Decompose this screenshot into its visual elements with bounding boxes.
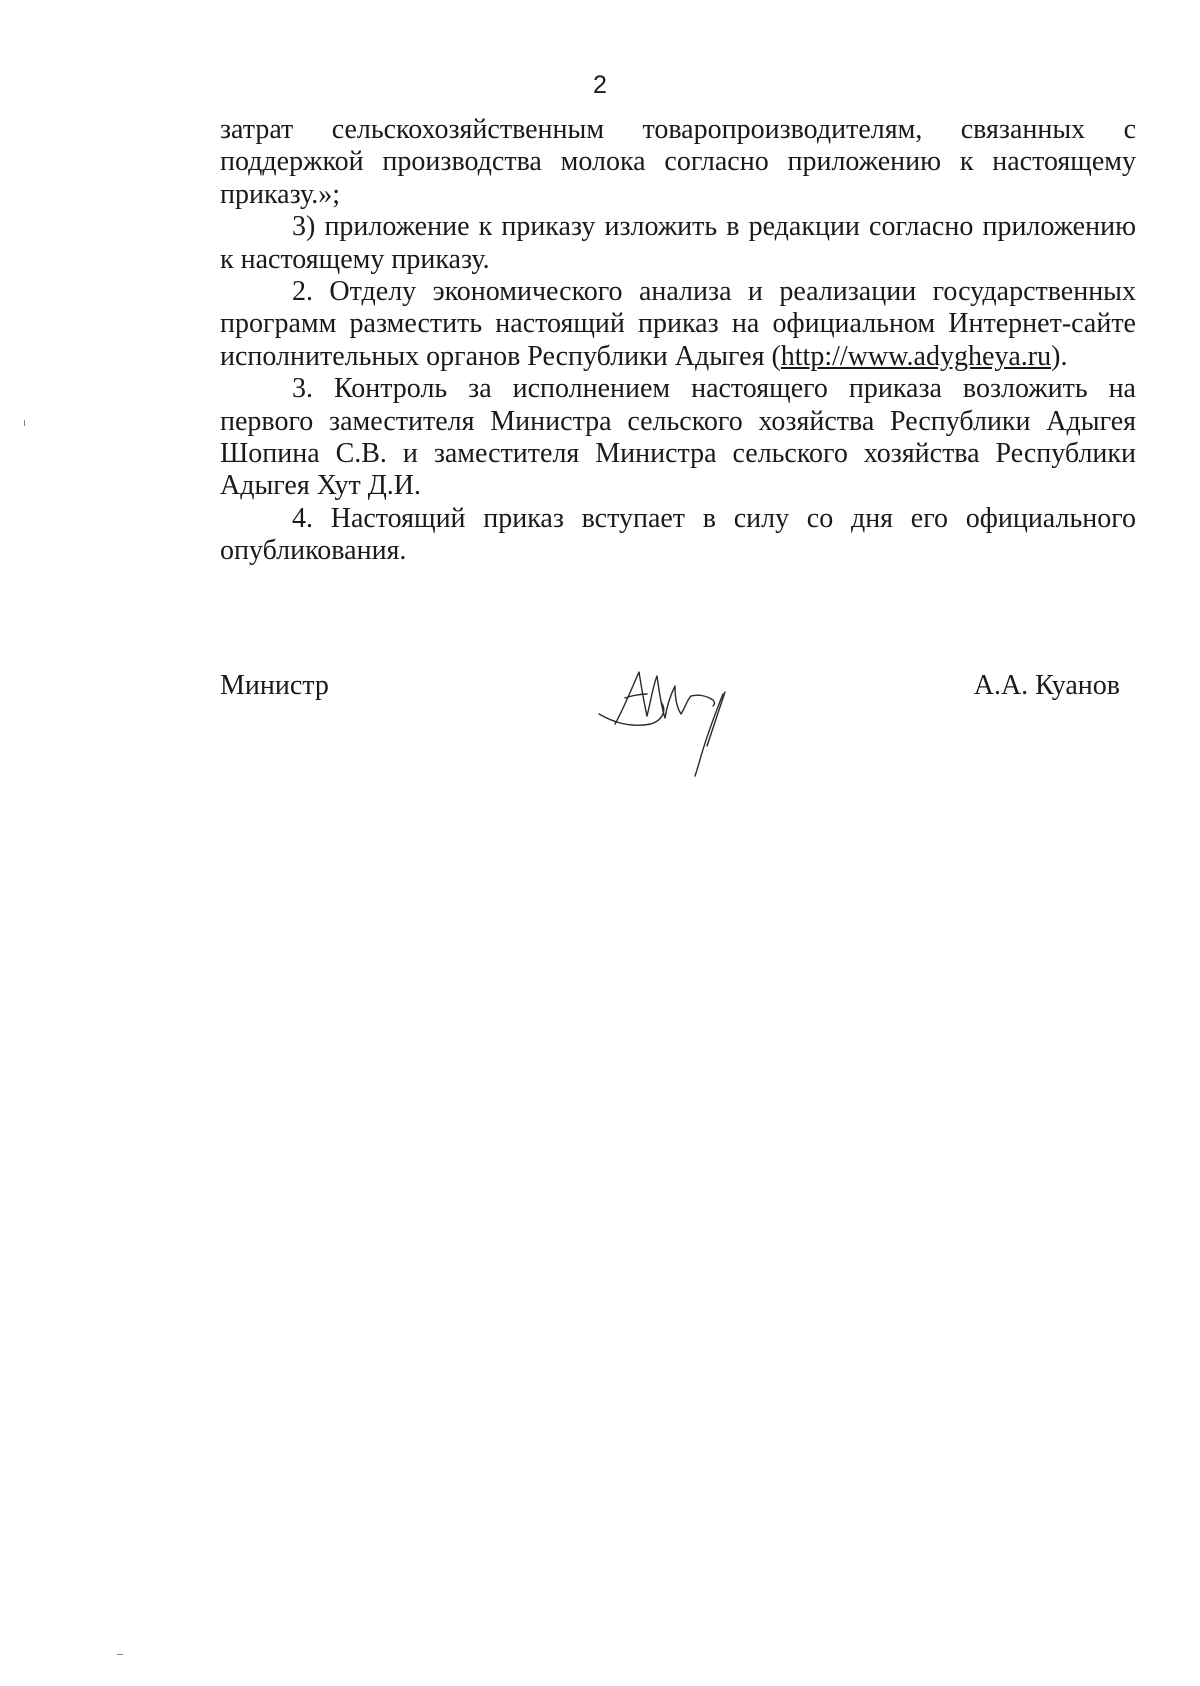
scan-speck <box>24 420 25 426</box>
document-body <box>220 114 1136 568</box>
paragraph-point-3: 3. Контроль за исполнением настоящего приказа возложить на первого заместителя Министра сельского хозяйства Республики Адыгея Шопина С.В. и заместителя Министра сельского хозяйства Республики Адыгея Хут Д.И. <box>220 373 1136 502</box>
paragraph-point-4: 4. Настоящий приказ вступает в силу со дня его официального опубликования. <box>220 502 1136 567</box>
paragraph-point-2 <box>220 276 1136 373</box>
scan-speck <box>117 1654 123 1655</box>
paragraph-continuation: затрат сельскохозяйственным товаропроизводителям, связанных с поддержкой производства молока согласно приложению к настоящему приказу.»; <box>220 114 1136 210</box>
handwritten-signature <box>595 650 755 780</box>
signatory-title: Министр <box>220 670 329 701</box>
website-link[interactable]: http://www.adygheya.ru <box>780 340 1052 372</box>
paragraph-item-3: 3) приложение к приказу изложить в редакции согласно приложению к настоящему приказу. <box>220 211 1136 275</box>
paragraph-point-2-text: 2. Отделу экономического анализа и реализации государственных программ разместить настоящий приказ на официальном Интернет-сайте исполнительных органов Республики Адыгея ( <box>220 276 1136 372</box>
page-number: 2 <box>593 71 607 99</box>
paragraph-point-2-tail: ). <box>1051 340 1068 372</box>
signatory-name: А.А. Куанов <box>973 670 1120 701</box>
